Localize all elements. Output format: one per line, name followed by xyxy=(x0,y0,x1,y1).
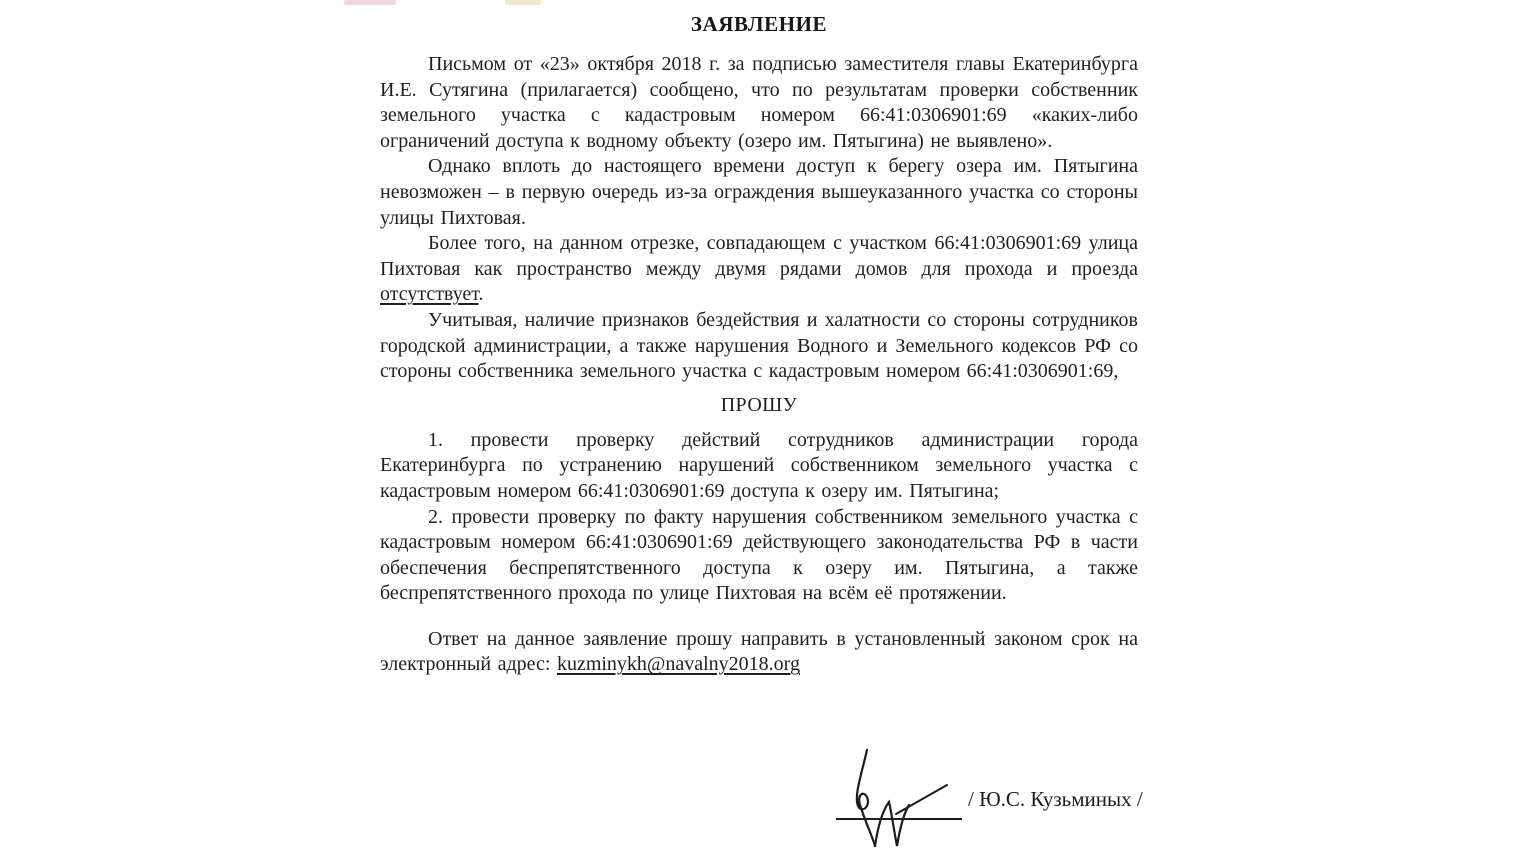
paragraph-3 xyxy=(380,231,1138,308)
document-title: ЗАЯВЛЕНИЕ xyxy=(690,12,828,36)
signatory-name: / Ю.С. Кузьминых / xyxy=(968,787,1143,811)
scan-artifact xyxy=(505,0,541,5)
paragraph-4: Учитывая, наличие признаков бездействия и халатности со стороны сотрудников городской администрации, а также нарушения Водного и Земельного кодексов РФ со стороны собственника земельного участка с кадастровым номером 66:41:0306901:69, xyxy=(380,308,1138,383)
paragraph-1: Письмом от «23» октября 2018 г. за подписью заместителя главы Екатеринбурга И.Е. Сутягина (прилагается) сообщено, что по результатам проверки собственник земельного участка с кадастровым номером 66:41:0306901:69 «каких-либо ограничений доступа к водному объекту (озеро им. Пятыгина) не выявлено». xyxy=(380,53,1138,152)
closing-text: Ответ на данное заявление прошу направить в установленный законом срок на электронный адрес: xyxy=(380,627,1138,676)
paragraph-2: Однако вплоть до настоящего времени доступ к берегу озера им. Пятыгина невозможен – в первую очередь из-за ограждения вышеуказанного участка со стороны улицы Пихтовая. xyxy=(380,155,1138,229)
underlined-word: отсутствует xyxy=(380,283,479,306)
scan-artifact xyxy=(344,0,396,5)
request-item-2: 2. провести проверку по факту нарушения собственником земельного участка с кадастровым номером 66:41:0306901:69 действующего законодательства РФ в части обеспечения беспрепятственного доступа к озеру им. Пятыгина, а также беспрепятственного прохода по улице Пихтовая на всём её протяжении. xyxy=(380,505,1138,605)
signature-line xyxy=(836,818,962,820)
request-item-1: 1. провести проверку действий сотрудников администрации города Екатеринбурга по устранению нарушений собственником земельного участка с кадастровым номером 66:41:0306901:69 доступа к озеру им. Пятыгина; xyxy=(380,428,1138,502)
signature-block xyxy=(828,746,1258,851)
handwritten-signature-icon xyxy=(834,748,964,850)
paragraph-3-period: . xyxy=(478,283,484,306)
closing-paragraph xyxy=(380,627,1138,678)
document-body xyxy=(380,12,1138,678)
email-address: kuzminykh@navalny2018.org xyxy=(556,653,800,676)
request-heading: ПРОШУ xyxy=(720,393,798,416)
paragraph-3-text: Более того, на данном отрезке, совпадающем с участком 66:41:0306901:69 улица Пихтовая как пространство между двумя рядами домов для прохода и проезда xyxy=(380,232,1138,280)
